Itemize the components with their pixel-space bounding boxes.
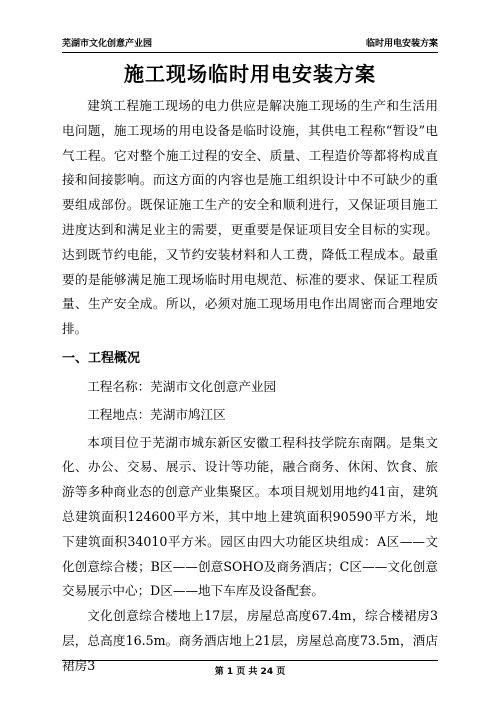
intro-paragraph: 建筑工程施工现场的电力供应是解决施工现场的生产和生活用电问题，施工现场的用电设备是临时设施，其供电工程称“暂设”电气工程。它对整个施工过程的安全、质量、工程造价等都将构成直接和间接影响。而这方面的内容也是施工组织设计中不可缺少的重要组成部份。既保证施工生产的安全和顺利进行，又保证项目施工进度达到和满足业主的需要，更重要是保证项目安全目标的实现。达到既节约电能，又节约安装材料和人工费，降低工程成本。最重要的是能够满足施工现场临时用电规范、标准的要求、保证工程质量、生产安全成。所以，必须对施工现场用电作出周密而合理地安排。 — [62, 98, 438, 337]
document-title: 施工现场临时用电安装方案 — [124, 62, 376, 86]
header-document-name: 临时用电安装方案 — [365, 39, 438, 49]
page-footer: 第 1 页 共 24 页 — [62, 660, 438, 677]
page-header — [62, 34, 438, 53]
project-location-line: 工程地点：芜湖市鸠江区 — [87, 406, 226, 422]
document-body — [62, 94, 438, 679]
overview-paragraph-1: 本项目位于芜湖市城东新区安徽工程科技学院东南隅。是集文化、办公、交易、展示、设计等功能，融合商务、休闲、饮食、旅游等多种商业态的创意产业集聚区。本项目规划用地约41亩，建筑总建筑面积124600平方米，其中地上建筑面积90590平方米，地下建筑面积34010平方米。园区由四大功能区块组成：A区——文化创意综合楼；B区——创意SOHO及商务酒店；C区——文化创意交易展示中心；D区——地下车库及设备配套。 — [62, 434, 438, 599]
header-project-name: 芜湖市文化创意产业园 — [62, 39, 153, 49]
section-heading-overview: 一、工程概况 — [62, 350, 141, 366]
overview-paragraph-2: 文化创意综合楼地上17层，房屋总高度67.4m，综合楼裙房3层，总高度16.5m。商务酒店地上21层，房屋总高度73.5m，酒店裙房3 — [62, 608, 438, 673]
project-name-line: 工程名称：芜湖市文化创意产业园 — [87, 378, 277, 394]
